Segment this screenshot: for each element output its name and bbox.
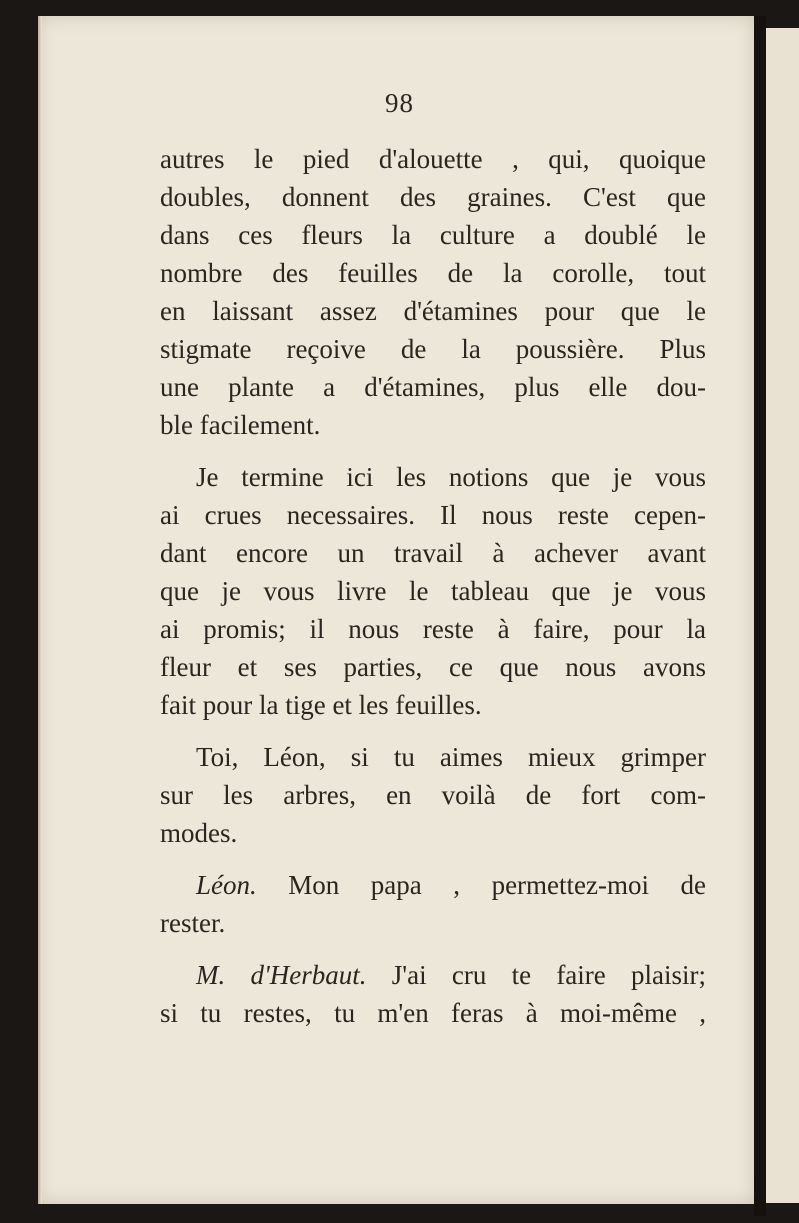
speaker-name: M. d'Herbaut. bbox=[196, 960, 367, 990]
text-line: que je vous livre le tableau que je vous bbox=[160, 576, 706, 606]
text-line: ai promis; il nous reste à faire, pour la bbox=[160, 614, 706, 644]
dialogue-text: J'ai cru te faire plaisir; bbox=[391, 960, 707, 990]
text-line: dant encore un travail à achever avant bbox=[160, 538, 706, 568]
text-line: une plante a d'étamines, plus elle dou- bbox=[160, 372, 706, 402]
text-line: sur les arbres, en voilà de fort com- bbox=[160, 780, 706, 810]
text-line: ble facilement. bbox=[160, 410, 321, 440]
text-line: nombre des feuilles de la corolle, tout bbox=[160, 258, 706, 288]
text-line: Toi, Léon, si tu aimes mieux grimper bbox=[196, 742, 706, 772]
text-line: ai crues necessaires. Il nous reste cepen- bbox=[160, 500, 706, 530]
text-line: rester. bbox=[160, 908, 226, 938]
dialogue-herbaut bbox=[160, 956, 706, 1032]
text-line: si tu restes, tu m'en feras à moi-même , bbox=[160, 998, 706, 1028]
dialogue-first-line bbox=[160, 956, 706, 994]
speaker-name: Léon. bbox=[196, 870, 257, 900]
text-line: fleur et ses parties, ce que nous avons bbox=[160, 652, 706, 682]
page-number: 98 bbox=[385, 88, 414, 118]
paragraph-3 bbox=[160, 738, 706, 852]
text-line: modes. bbox=[160, 818, 238, 848]
paragraph-2 bbox=[160, 458, 706, 724]
text-line: fait pour la tige et les feuilles. bbox=[160, 690, 482, 720]
text-line: dans ces fleurs la culture a doublé le bbox=[160, 220, 706, 250]
dialogue-leon bbox=[160, 866, 706, 942]
text-line: stigmate reçoive de la poussière. Plus bbox=[160, 334, 706, 364]
text-line: doubles, donnent des graines. C'est que bbox=[160, 182, 706, 212]
paragraph-1 bbox=[160, 140, 706, 444]
facing-page-edge bbox=[766, 28, 799, 1203]
dialogue-text: Mon papa , permettez-moi de bbox=[288, 870, 707, 900]
text-line: autres le pied d'alouette , qui, quoique bbox=[160, 144, 706, 174]
text-line: en laissant assez d'étamines pour que le bbox=[160, 296, 706, 326]
text-line: Je termine ici les notions que je vous bbox=[196, 462, 706, 492]
dialogue-first-line bbox=[160, 866, 706, 904]
page-left-edge-shadow bbox=[38, 16, 42, 1204]
page-body-text bbox=[160, 140, 706, 1046]
book-gutter bbox=[754, 16, 766, 1216]
